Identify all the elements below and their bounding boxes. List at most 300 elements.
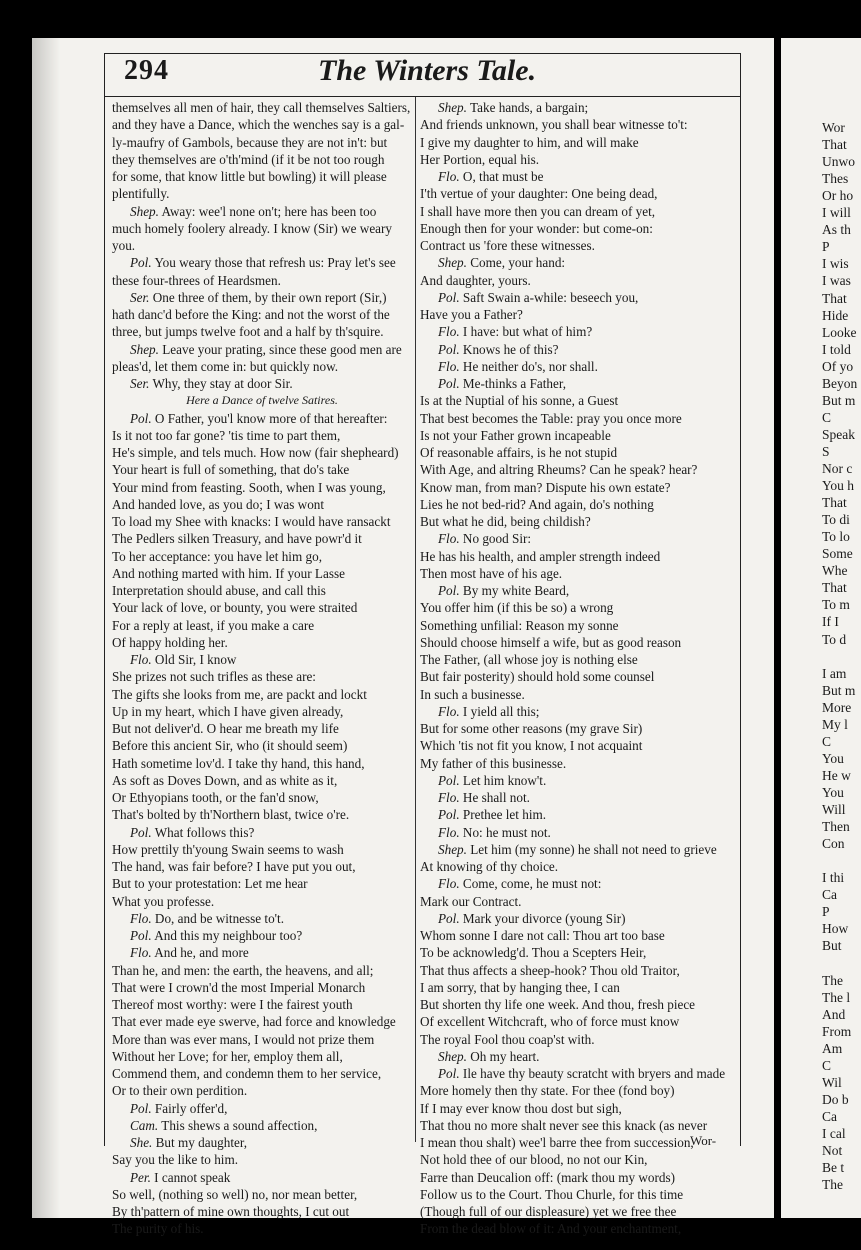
line-text: By th'pattern of mine own thoughts, I cut out [112, 1204, 350, 1219]
line-text: Or Ethyopians tooth, or the fan'd snow, [112, 790, 319, 805]
text-line [420, 99, 732, 116]
line-text: That ever made eye swerve, had force and knowledge [112, 1014, 396, 1030]
line-text: Her Portion, equal his. [420, 151, 540, 167]
text-line [112, 582, 412, 599]
text-line [112, 1117, 412, 1134]
line-text: And nothing marted with him. If your Lasse [112, 565, 345, 581]
speaker-name: Pol. [130, 928, 152, 943]
line-text: Is not your Father grown incapeable [420, 427, 611, 443]
text-line [420, 617, 732, 634]
line-text: Of happy holding her. [112, 634, 228, 650]
next-page-line: Of yo [822, 358, 854, 374]
next-page-line: You [822, 784, 844, 800]
next-page-line: That [822, 580, 847, 596]
text-line [112, 875, 412, 892]
text-line [112, 341, 412, 358]
text-line [420, 841, 732, 858]
line-text: What follows this? [154, 824, 255, 840]
text-line [112, 565, 412, 582]
next-page-line: If I [822, 614, 839, 630]
text-line [112, 1031, 412, 1048]
text-line [112, 893, 412, 910]
line-text: Mark your divorce (young Sir) [462, 910, 626, 926]
text-line [420, 668, 732, 685]
next-page-line: The l [822, 989, 851, 1005]
line-text: these four-threes of Heardsmen. [112, 272, 281, 288]
line-text: Oh my heart. [470, 1048, 540, 1064]
next-page-line: Be t [822, 1160, 845, 1176]
text-line [112, 358, 412, 375]
line-text: three, but jumps twelve foot and a half by th'squire. [112, 324, 384, 340]
line-text: As soft as Doves Down, and as white as it, [112, 772, 338, 788]
text-line [420, 444, 732, 461]
text-line [420, 168, 732, 185]
text-line [112, 254, 412, 271]
next-page-line: Some [822, 546, 853, 562]
speaker-name: Shep. [438, 100, 467, 115]
next-page-line: Wil [822, 1074, 842, 1090]
line-text: That best becomes the Table: pray you once more [420, 410, 682, 426]
line-text: Ile have thy beauty scratcht with bryers and made [462, 1066, 726, 1081]
line-text: To her acceptance: you have let him go, [112, 548, 322, 564]
line-text: plentifully. [112, 186, 170, 202]
text-line [420, 530, 732, 547]
line-text: At knowing of thy choice. [420, 859, 559, 874]
text-line [420, 1082, 732, 1099]
next-page-line: How [822, 921, 849, 937]
line-text: By my white Beard, [462, 583, 570, 598]
line-text: This shews a sound affection, [161, 1117, 318, 1133]
line-text: Saft Swain a-while: beseech you, [462, 289, 639, 305]
speaker-name: Flo. [438, 876, 460, 892]
next-page-line: You h [822, 478, 855, 494]
next-page-line: P [822, 239, 830, 255]
line-text: Fairly offer'd, [154, 1100, 228, 1116]
speaker-name: Pol. [438, 289, 460, 305]
text-line [420, 962, 732, 979]
text-line [112, 789, 412, 806]
text-line [112, 824, 412, 841]
line-text: Without her Love; for her, employ them all, [112, 1048, 343, 1064]
text-line [112, 651, 412, 668]
speaker-name: Cam. [130, 1117, 159, 1133]
speaker-name: Pol. [438, 583, 460, 598]
text-line [112, 1169, 412, 1186]
line-text: Whom sonne I dare not call: Thou art too base [420, 928, 665, 943]
text-line [112, 168, 412, 185]
text-line [420, 1186, 732, 1203]
line-text: No good Sir: [462, 531, 532, 547]
text-line [420, 116, 732, 133]
text-line [420, 979, 732, 996]
next-page-line: Nor c [822, 461, 853, 476]
line-text: Enough then for your wonder: but come-on: [420, 220, 653, 236]
text-column-right [420, 99, 732, 1238]
next-page-line: To di [822, 512, 850, 528]
speaker-name: Pol. [130, 410, 152, 426]
line-text: How prettily th'young Swain seems to wash [112, 841, 344, 857]
text-line [420, 548, 732, 565]
text-line [112, 479, 412, 496]
line-text: Farre than Deucalion off: (mark thou my words) [420, 1169, 676, 1185]
line-text: One three of them, by their own report (Sir,) [152, 289, 387, 305]
next-page-line: That [822, 290, 847, 306]
text-line [112, 996, 412, 1013]
text-line [112, 513, 412, 530]
next-page-line: Beyon [822, 375, 858, 391]
speaker-name: Shep. [130, 341, 159, 357]
text-line [420, 634, 732, 651]
text-line [112, 668, 412, 685]
line-text: But my daughter, [155, 1135, 248, 1150]
text-line [112, 461, 412, 478]
text-line [420, 893, 732, 910]
speaker-name: Shep. [438, 841, 467, 857]
line-text: Me-thinks a Father, [462, 376, 567, 391]
text-line [420, 1100, 732, 1117]
gutter-shadow [32, 38, 60, 1218]
speaker-name: She. [130, 1135, 153, 1150]
line-text: And daughter, yours. [420, 272, 531, 288]
text-line [420, 944, 732, 961]
text-line [420, 220, 732, 237]
text-line [112, 841, 412, 858]
speaker-name: Flo. [438, 703, 460, 719]
text-line [112, 185, 412, 202]
line-text: themselves all men of hair, they call themselves Saltiers, [112, 100, 411, 115]
speaker-name: Flo. [130, 910, 152, 926]
speaker-name: Flo. [438, 824, 460, 840]
line-text: Is at the Nuptial of his sonne, a Guest [420, 393, 619, 409]
line-text: She prizes not such trifles as these are: [112, 669, 316, 685]
line-text: Something unfilial: Reason my sonne [420, 617, 619, 633]
text-line [420, 737, 732, 754]
text-line [420, 996, 732, 1013]
line-text: Lies he not bed-rid? And again, do's nothing [420, 496, 654, 512]
text-line [112, 686, 412, 703]
next-page-line: C [822, 409, 832, 425]
line-text: But not deliver'd. O hear me breath my life [112, 721, 339, 736]
text-line [112, 703, 412, 720]
speaker-name: Flo. [438, 169, 460, 184]
text-line [112, 116, 412, 133]
next-page-line: Do b [822, 1091, 849, 1107]
speaker-name: Pol. [130, 824, 152, 840]
text-line [112, 858, 412, 875]
next-page-line: Will [822, 802, 846, 817]
text-line [112, 1048, 412, 1065]
text-line [420, 1048, 732, 1065]
line-text: Contract us 'fore these witnesses. [420, 238, 595, 253]
next-page-line: That [822, 137, 847, 153]
running-title: The Winters Tale. [318, 54, 537, 87]
text-line [420, 1065, 732, 1082]
text-column-left [112, 99, 412, 1238]
text-line [420, 1203, 732, 1220]
speaker-name: Pol. [438, 376, 460, 391]
line-text: Of excellent Witchcraft, who of force must know [420, 1014, 680, 1030]
line-text: Prethee let him. [462, 807, 547, 823]
text-line [420, 410, 732, 427]
next-page-line: P [822, 904, 830, 920]
text-line [112, 548, 412, 565]
line-text: To be acknowledg'd. Thou a Scepters Heir, [420, 945, 647, 961]
line-text: Follow us to the Court. Thou Churle, for this time [420, 1186, 684, 1202]
speaker-name: Shep. [438, 1048, 467, 1064]
text-line [420, 254, 732, 271]
line-text: To load my Shee with knacks: I would have ransackt [112, 514, 391, 529]
speaker-name: Per. [130, 1169, 151, 1185]
line-text: My father of this businesse. [420, 755, 567, 771]
line-text: O Father, you'l know more of that hereafter: [154, 410, 388, 426]
line-text: Know man, from man? Dispute his own estate? [420, 479, 671, 495]
line-text: Which 'tis not fit you know, I not acquaint [420, 738, 643, 754]
line-text: And he, and more [154, 945, 249, 961]
text-line [112, 962, 412, 979]
text-line [420, 720, 732, 737]
next-page-line: As th [822, 222, 851, 238]
line-text: And friends unknown, you shall bear witnesse to't: [420, 117, 688, 133]
line-text: From the dead blow of it: And your enchantment, [420, 1221, 682, 1237]
next-page-line: Thes [822, 171, 849, 187]
text-line [112, 272, 412, 289]
line-text: The royal Fool thou coap'st with. [420, 1031, 595, 1047]
text-line [112, 375, 412, 392]
frame-rule-right [740, 53, 741, 1146]
line-text: He shall not. [462, 790, 530, 805]
text-line [420, 1169, 732, 1186]
text-line [420, 565, 732, 582]
frame-rule-left [104, 53, 105, 1146]
line-text: pleas'd, let them come in: but quickly now. [112, 358, 339, 374]
next-page-line: Unwo [822, 154, 855, 170]
line-text: That were I crown'd the most Imperial Monarch [112, 979, 366, 995]
speaker-name: Pol. [438, 1066, 460, 1081]
next-page-line: He w [822, 767, 851, 783]
line-text: you. [112, 238, 136, 253]
line-text: Interpretation should abuse, and call this [112, 583, 326, 598]
text-line [420, 686, 732, 703]
text-line [420, 1151, 732, 1168]
text-line [420, 1117, 732, 1134]
line-text: Or to their own perdition. [112, 1083, 248, 1099]
text-line [112, 927, 412, 944]
line-text: much homely foolery already. I know (Sir) we weary [112, 220, 393, 236]
next-page-line: I told [822, 341, 851, 357]
text-line [112, 530, 412, 547]
speaker-name: Flo. [438, 358, 460, 374]
next-page-line: Or ho [822, 188, 854, 204]
catchword: Wor- [690, 1133, 717, 1148]
line-text: Come, your hand: [470, 255, 566, 271]
line-text: O, that must be [462, 169, 544, 184]
next-page-line: And [822, 1006, 846, 1022]
line-text: No: he must not. [462, 824, 551, 840]
text-line [420, 651, 732, 668]
line-text: Leave your prating, since these good men are [162, 341, 402, 357]
text-line [420, 582, 732, 599]
next-page-line: I am [822, 665, 847, 681]
text-line [420, 927, 732, 944]
text-line [112, 755, 412, 772]
next-page-line: I will [822, 205, 851, 221]
line-text: If I may ever know thou dost but sigh, [420, 1100, 622, 1116]
text-line [112, 599, 412, 616]
text-line [112, 1082, 412, 1099]
text-line [420, 789, 732, 806]
line-text: I shall have more then you can dream of yet, [420, 203, 656, 219]
text-line [112, 1203, 412, 1220]
line-text: The Pedlers silken Treasury, and have powr'd it [112, 531, 362, 547]
text-line [420, 392, 732, 409]
text-line [112, 289, 412, 306]
line-text: Have you a Father? [420, 307, 523, 322]
next-page-line: Con [822, 836, 845, 852]
line-text: Your mind from feasting. Sooth, when I was young, [112, 479, 386, 495]
line-text: More than was ever mans, I would not prize them [112, 1031, 375, 1047]
line-text: I mean thou shalt) wee'l barre thee from succession, [420, 1135, 694, 1150]
line-text: And this my neighbour too? [154, 928, 303, 943]
next-page-line: To m [822, 597, 850, 613]
text-line [112, 1013, 412, 1030]
text-line [420, 513, 732, 530]
text-line [420, 824, 732, 841]
line-text: The gifts she looks from me, are packt and lockt [112, 686, 367, 702]
line-text: Than he, and men: the earth, the heavens, and all; [112, 962, 374, 978]
next-page-line: But m [822, 392, 856, 408]
speaker-name: Flo. [438, 531, 460, 547]
line-text: Let him know't. [462, 772, 547, 788]
next-page-line: Then [822, 819, 850, 835]
text-line [112, 910, 412, 927]
line-text: Not hold thee of our blood, no not our Kin, [420, 1152, 648, 1168]
speaker-name: Ser. [130, 376, 150, 391]
text-line [420, 496, 732, 513]
column-divider [415, 97, 416, 1142]
text-line [420, 203, 732, 220]
text-line [112, 323, 412, 340]
text-line [420, 375, 732, 392]
line-text: and they have a Dance, which the wenches say is a gal- [112, 117, 405, 133]
line-text: hath danc'd before the King: and not the worst of the [112, 307, 390, 322]
text-line [420, 910, 732, 927]
text-line [112, 944, 412, 961]
next-page-line: To d [822, 631, 847, 647]
line-text: The purity of his. [112, 1221, 204, 1237]
speaker-name: Pol. [438, 341, 460, 357]
text-line [112, 634, 412, 651]
text-line [112, 1065, 412, 1082]
line-text: You weary those that refresh us: Pray let's see [154, 255, 396, 271]
text-line [420, 772, 732, 789]
line-text: And handed love, as you do; I was wont [112, 496, 325, 512]
next-page-line: Looke [822, 324, 857, 340]
text-line [112, 772, 412, 789]
text-line [112, 99, 412, 116]
line-text: But fair posterity) should hold some counsel [420, 669, 655, 685]
text-line [112, 979, 412, 996]
next-page-line: Whe [822, 563, 848, 579]
speaker-name: Pol. [130, 255, 152, 271]
line-text: Old Sir, I know [154, 652, 237, 667]
line-text: Knows he of this? [462, 341, 559, 357]
text-line [420, 806, 732, 823]
text-line [420, 461, 732, 478]
text-line [112, 806, 412, 823]
speaker-name: Pol. [438, 807, 460, 823]
line-text: For a reply at least, if you make a care [112, 617, 315, 633]
text-line [112, 220, 412, 237]
next-page-line: More [822, 699, 852, 715]
line-text: The Father, (all whose joy is nothing else [420, 652, 638, 667]
next-page-line: C [822, 733, 832, 749]
line-text: In such a businesse. [420, 686, 525, 702]
line-text: I'th vertue of your daughter: One being dead, [420, 186, 658, 202]
next-page-line: Hide [822, 307, 849, 323]
line-text: That thou no more shalt never see this knack (as never [420, 1117, 708, 1133]
text-line [112, 151, 412, 168]
line-text: I have: but what of him? [462, 324, 593, 340]
line-text: Take hands, a bargain; [470, 100, 589, 115]
line-text: Why, they stay at door Sir. [152, 376, 293, 391]
line-text: He neither do's, nor shall. [462, 358, 598, 374]
next-page-line: But [822, 938, 842, 954]
line-text: He's simple, and tels much. How now (fair shepheard) [112, 445, 399, 460]
line-text: Thereof most worthy: were I the fairest youth [112, 997, 353, 1012]
next-page-line: S [822, 443, 830, 459]
text-line [420, 427, 732, 444]
line-text: Away: wee'l none on't; here has been too [161, 203, 377, 219]
text-line [420, 1013, 732, 1030]
next-page-line: I wis [822, 256, 849, 272]
line-text: More homely then thy state. For thee (fond boy) [420, 1083, 675, 1099]
next-page-line: You [822, 750, 844, 766]
text-line [112, 410, 412, 427]
line-text: But what he did, being childish? [420, 514, 591, 529]
next-page-line: That [822, 495, 847, 511]
text-line [112, 444, 412, 461]
text-line [112, 1134, 412, 1151]
speaker-name: Shep. [438, 255, 467, 271]
next-page-line: The [822, 972, 843, 988]
next-page-line: Not [822, 1143, 843, 1158]
line-text: That's bolted by th'Northern blast, twice o're. [112, 807, 350, 823]
text-line [112, 737, 412, 754]
speaker-name: Ser. [130, 289, 150, 305]
line-text: Hath sometime lov'd. I take thy hand, this hand, [112, 755, 365, 771]
text-line [420, 323, 732, 340]
text-line [420, 134, 732, 151]
next-page-line: But m [822, 682, 856, 698]
line-text: Before this ancient Sir, who (it should seem) [112, 738, 348, 754]
line-text: You offer him (if this be so) a wrong [420, 600, 614, 616]
line-text: But shorten thy life one week. And thou, fresh piece [420, 997, 696, 1012]
text-line [420, 875, 732, 892]
speaker-name: Pol. [438, 772, 460, 788]
line-text: Let him (my sonne) he shall not need to grieve [470, 841, 717, 857]
speaker-name: Shep. [130, 203, 159, 219]
line-text: Your heart is full of something, that do's take [112, 462, 350, 478]
text-line [420, 479, 732, 496]
line-text: He has his health, and ampler strength indeed [420, 548, 661, 564]
speaker-name: Flo. [438, 324, 460, 340]
line-text: Say you the like to him. [112, 1152, 239, 1168]
text-line [112, 134, 412, 151]
speaker-name: Flo. [130, 945, 152, 961]
text-line [420, 858, 732, 875]
text-line [112, 1100, 412, 1117]
line-text: ly-maufry of Gambols, because they are not in't: but [112, 134, 388, 150]
